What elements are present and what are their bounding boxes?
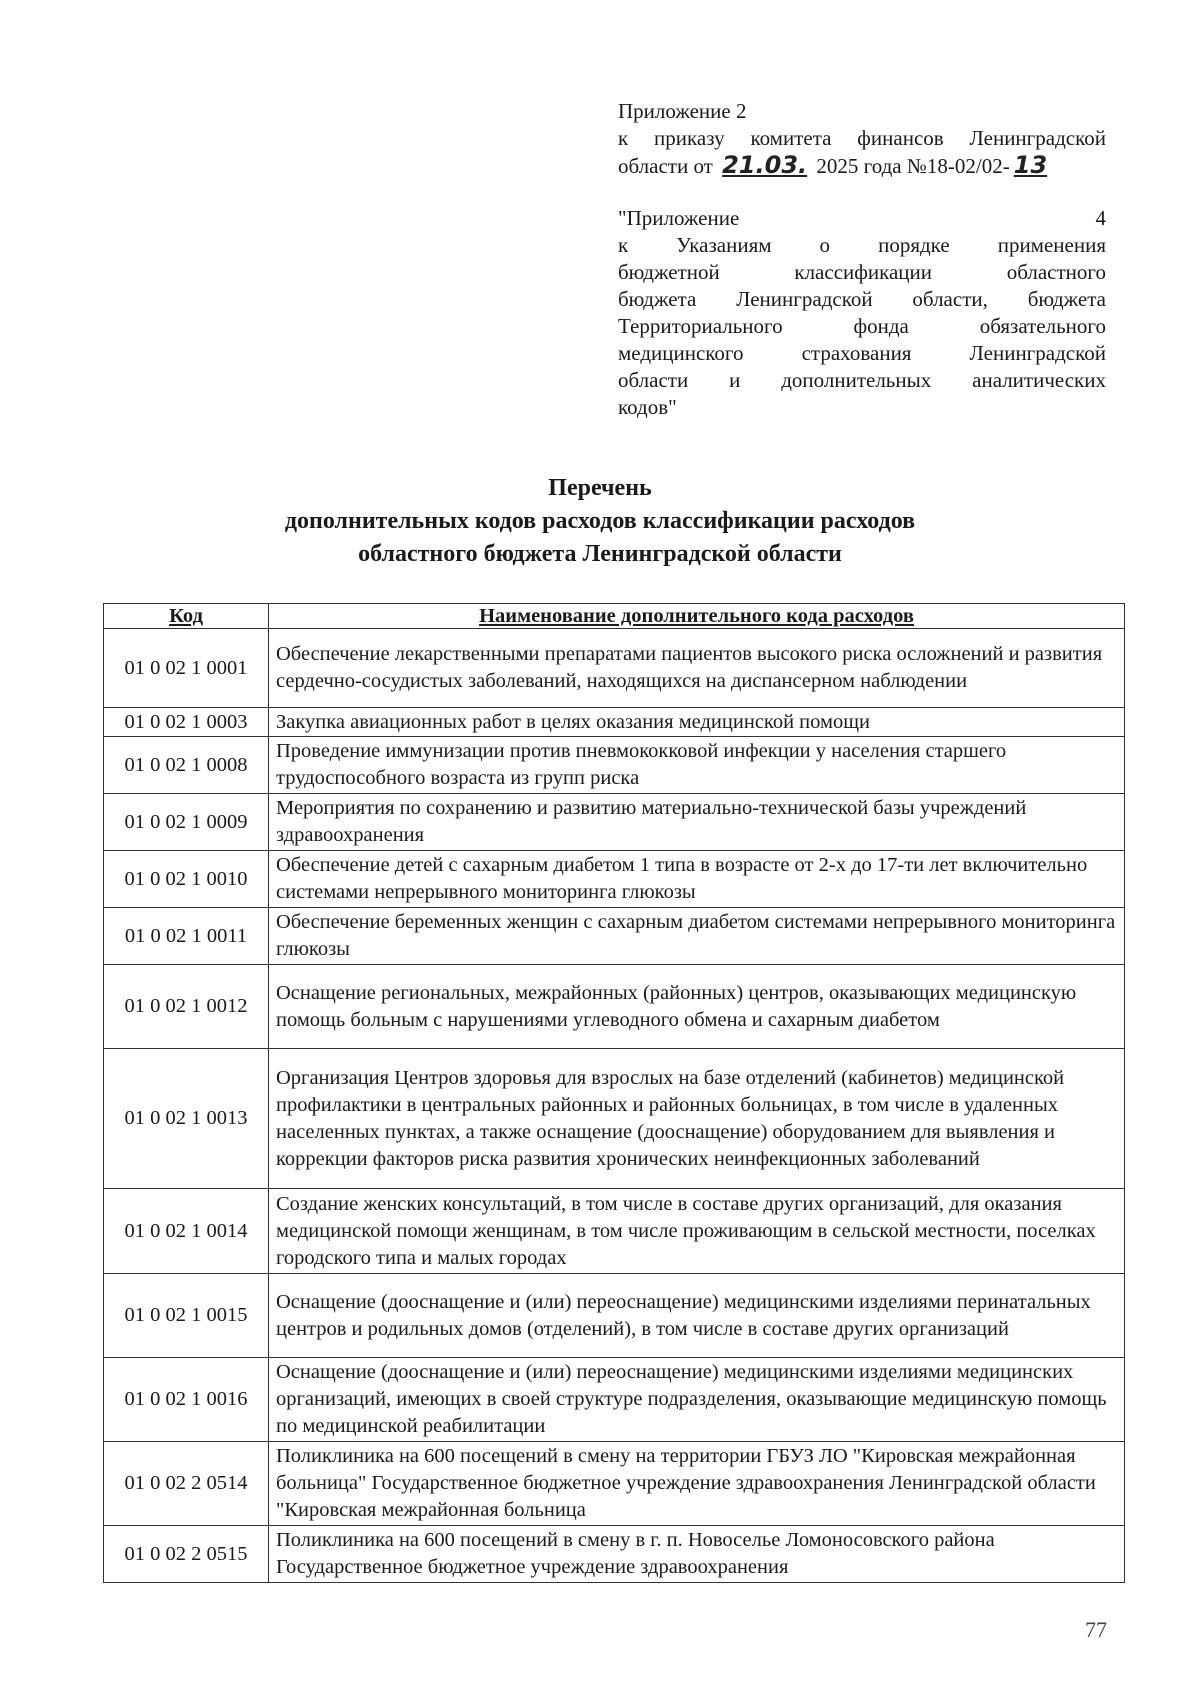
table-row	[104, 1189, 1125, 1274]
table-row	[104, 708, 1125, 737]
title-line-2: дополнительных кодов расходов классификации расходов	[284, 508, 916, 534]
appendix-label: Приложение 2	[618, 99, 747, 123]
code-cell: 01 0 02 2 0514	[104, 1442, 269, 1526]
table-row	[104, 908, 1125, 965]
table-row	[104, 851, 1125, 908]
date-suffix: 2025 года №18-02/02-	[816, 154, 1010, 178]
name-cell: Создание женских консультаций, в том числе в составе других организаций, для оказания медицинской помощи женщинам, в том числе проживающим в сельской местности, поселках городского типа и малых городах	[269, 1189, 1125, 1274]
appendix4-line: области и дополнительных аналитических	[618, 368, 1106, 392]
table-header-row	[104, 604, 1125, 629]
code-cell: 01 0 02 1 0011	[104, 908, 269, 965]
appendix4-line: бюджетной классификации областного	[618, 260, 1106, 284]
name-cell: Мероприятия по сохранению и развитию материально-технической базы учреждений здравоохранения	[269, 794, 1125, 851]
date-prefix: области от	[618, 154, 713, 178]
handwritten-date: 21.03.	[722, 151, 808, 179]
code-cell: 01 0 02 1 0015	[104, 1274, 269, 1358]
table-row	[104, 1358, 1125, 1442]
name-cell: Оснащение (дооснащение и (или) переоснащение) медицинскими изделиями перинатальных центров и родильных домов (отделений), в том числе в составе других организаций	[269, 1274, 1125, 1358]
table-row	[104, 629, 1125, 708]
appendix4-block	[618, 205, 1106, 421]
code-cell: 01 0 02 1 0010	[104, 851, 269, 908]
appendix4-line: Территориального фонда обязательного	[618, 314, 1106, 338]
table-row	[104, 1049, 1125, 1189]
column-header-code: Код	[104, 604, 269, 629]
expense-codes-table	[103, 603, 1125, 1583]
table-row	[104, 794, 1125, 851]
name-cell: Поликлиника на 600 посещений в смену в г. п. Новоселье Ломоносовского района Государственное бюджетное учреждение здравоохранения	[269, 1526, 1125, 1583]
table-row	[104, 1274, 1125, 1358]
table-row	[104, 965, 1125, 1049]
appendix4-line: бюджета Ленинградской области, бюджета	[618, 287, 1106, 311]
appendix-header	[618, 98, 1106, 421]
code-cell: 01 0 02 2 0515	[104, 1526, 269, 1583]
table-row	[104, 1526, 1125, 1583]
order-date-line	[618, 152, 1106, 180]
name-cell: Закупка авиационных работ в целях оказания медицинской помощи	[269, 708, 1125, 737]
code-cell: 01 0 02 1 0012	[104, 965, 269, 1049]
code-cell: 01 0 02 1 0016	[104, 1358, 269, 1442]
handwritten-number: 13	[1013, 151, 1048, 179]
name-cell: Поликлиника на 600 посещений в смену на территории ГБУЗ ЛО "Кировская межрайонная больница" Государственное бюджетное учреждение здравоохранения Ленинградской области "Кировская межрайонная больница	[269, 1442, 1125, 1526]
column-header-name: Наименование дополнительного кода расходов	[269, 604, 1125, 629]
name-cell: Обеспечение детей с сахарным диабетом 1 типа в возрасте от 2-х до 17-ти лет включительно системами непрерывного мониторинга глюкозы	[269, 851, 1125, 908]
code-cell: 01 0 02 1 0008	[104, 737, 269, 794]
code-cell: 01 0 02 1 0001	[104, 629, 269, 708]
appendix4-line: медицинского страхования Ленинградской	[618, 341, 1106, 365]
name-cell: Оснащение региональных, межрайонных (районных) центров, оказывающих медицинскую помощь больным с нарушениями углеводного обмена и сахарным диабетом	[269, 965, 1125, 1049]
code-cell: 01 0 02 1 0009	[104, 794, 269, 851]
appendix4-line: кодов"	[618, 395, 677, 419]
name-cell: Обеспечение беременных женщин с сахарным диабетом системами непрерывного мониторинга глюкозы	[269, 908, 1125, 965]
code-cell: 01 0 02 1 0014	[104, 1189, 269, 1274]
document-title	[120, 472, 1080, 571]
appendix4-line: "Приложение 4	[618, 206, 1106, 230]
table-row	[104, 737, 1125, 794]
appendix4-line: к Указаниям о порядке применения	[618, 233, 1106, 257]
order-line: к приказу комитета финансов Ленинградской	[618, 126, 1106, 150]
name-cell: Оснащение (дооснащение и (или) переоснащение) медицинскими изделиями медицинских организаций, имеющих в своей структуре подразделения, оказывающие медицинскую помощь по медицинской реабилитации	[269, 1358, 1125, 1442]
name-cell: Организация Центров здоровья для взрослых на базе отделений (кабинетов) медицинской профилактики в центральных районных и районных больницах, в том числе в удаленных населенных пунктах, а также оснащение (дооснащение) оборудованием для выявления и коррекции факторов риска развития хронических неинфекционных заболеваний	[269, 1049, 1125, 1189]
title-line-3: областного бюджета Ленинградской области	[358, 541, 842, 567]
title-line-1: Перечень	[548, 475, 652, 501]
code-cell: 01 0 02 1 0003	[104, 708, 269, 737]
name-cell: Обеспечение лекарственными препаратами пациентов высокого риска осложнений и развития сердечно-сосудистых заболеваний, находящихся на диспансерном наблюдении	[269, 629, 1125, 708]
page-number: 77	[1085, 1617, 1107, 1642]
code-cell: 01 0 02 1 0013	[104, 1049, 269, 1189]
table-row	[104, 1442, 1125, 1526]
name-cell: Проведение иммунизации против пневмококковой инфекции у населения старшего трудоспособного возраста из групп риска	[269, 737, 1125, 794]
